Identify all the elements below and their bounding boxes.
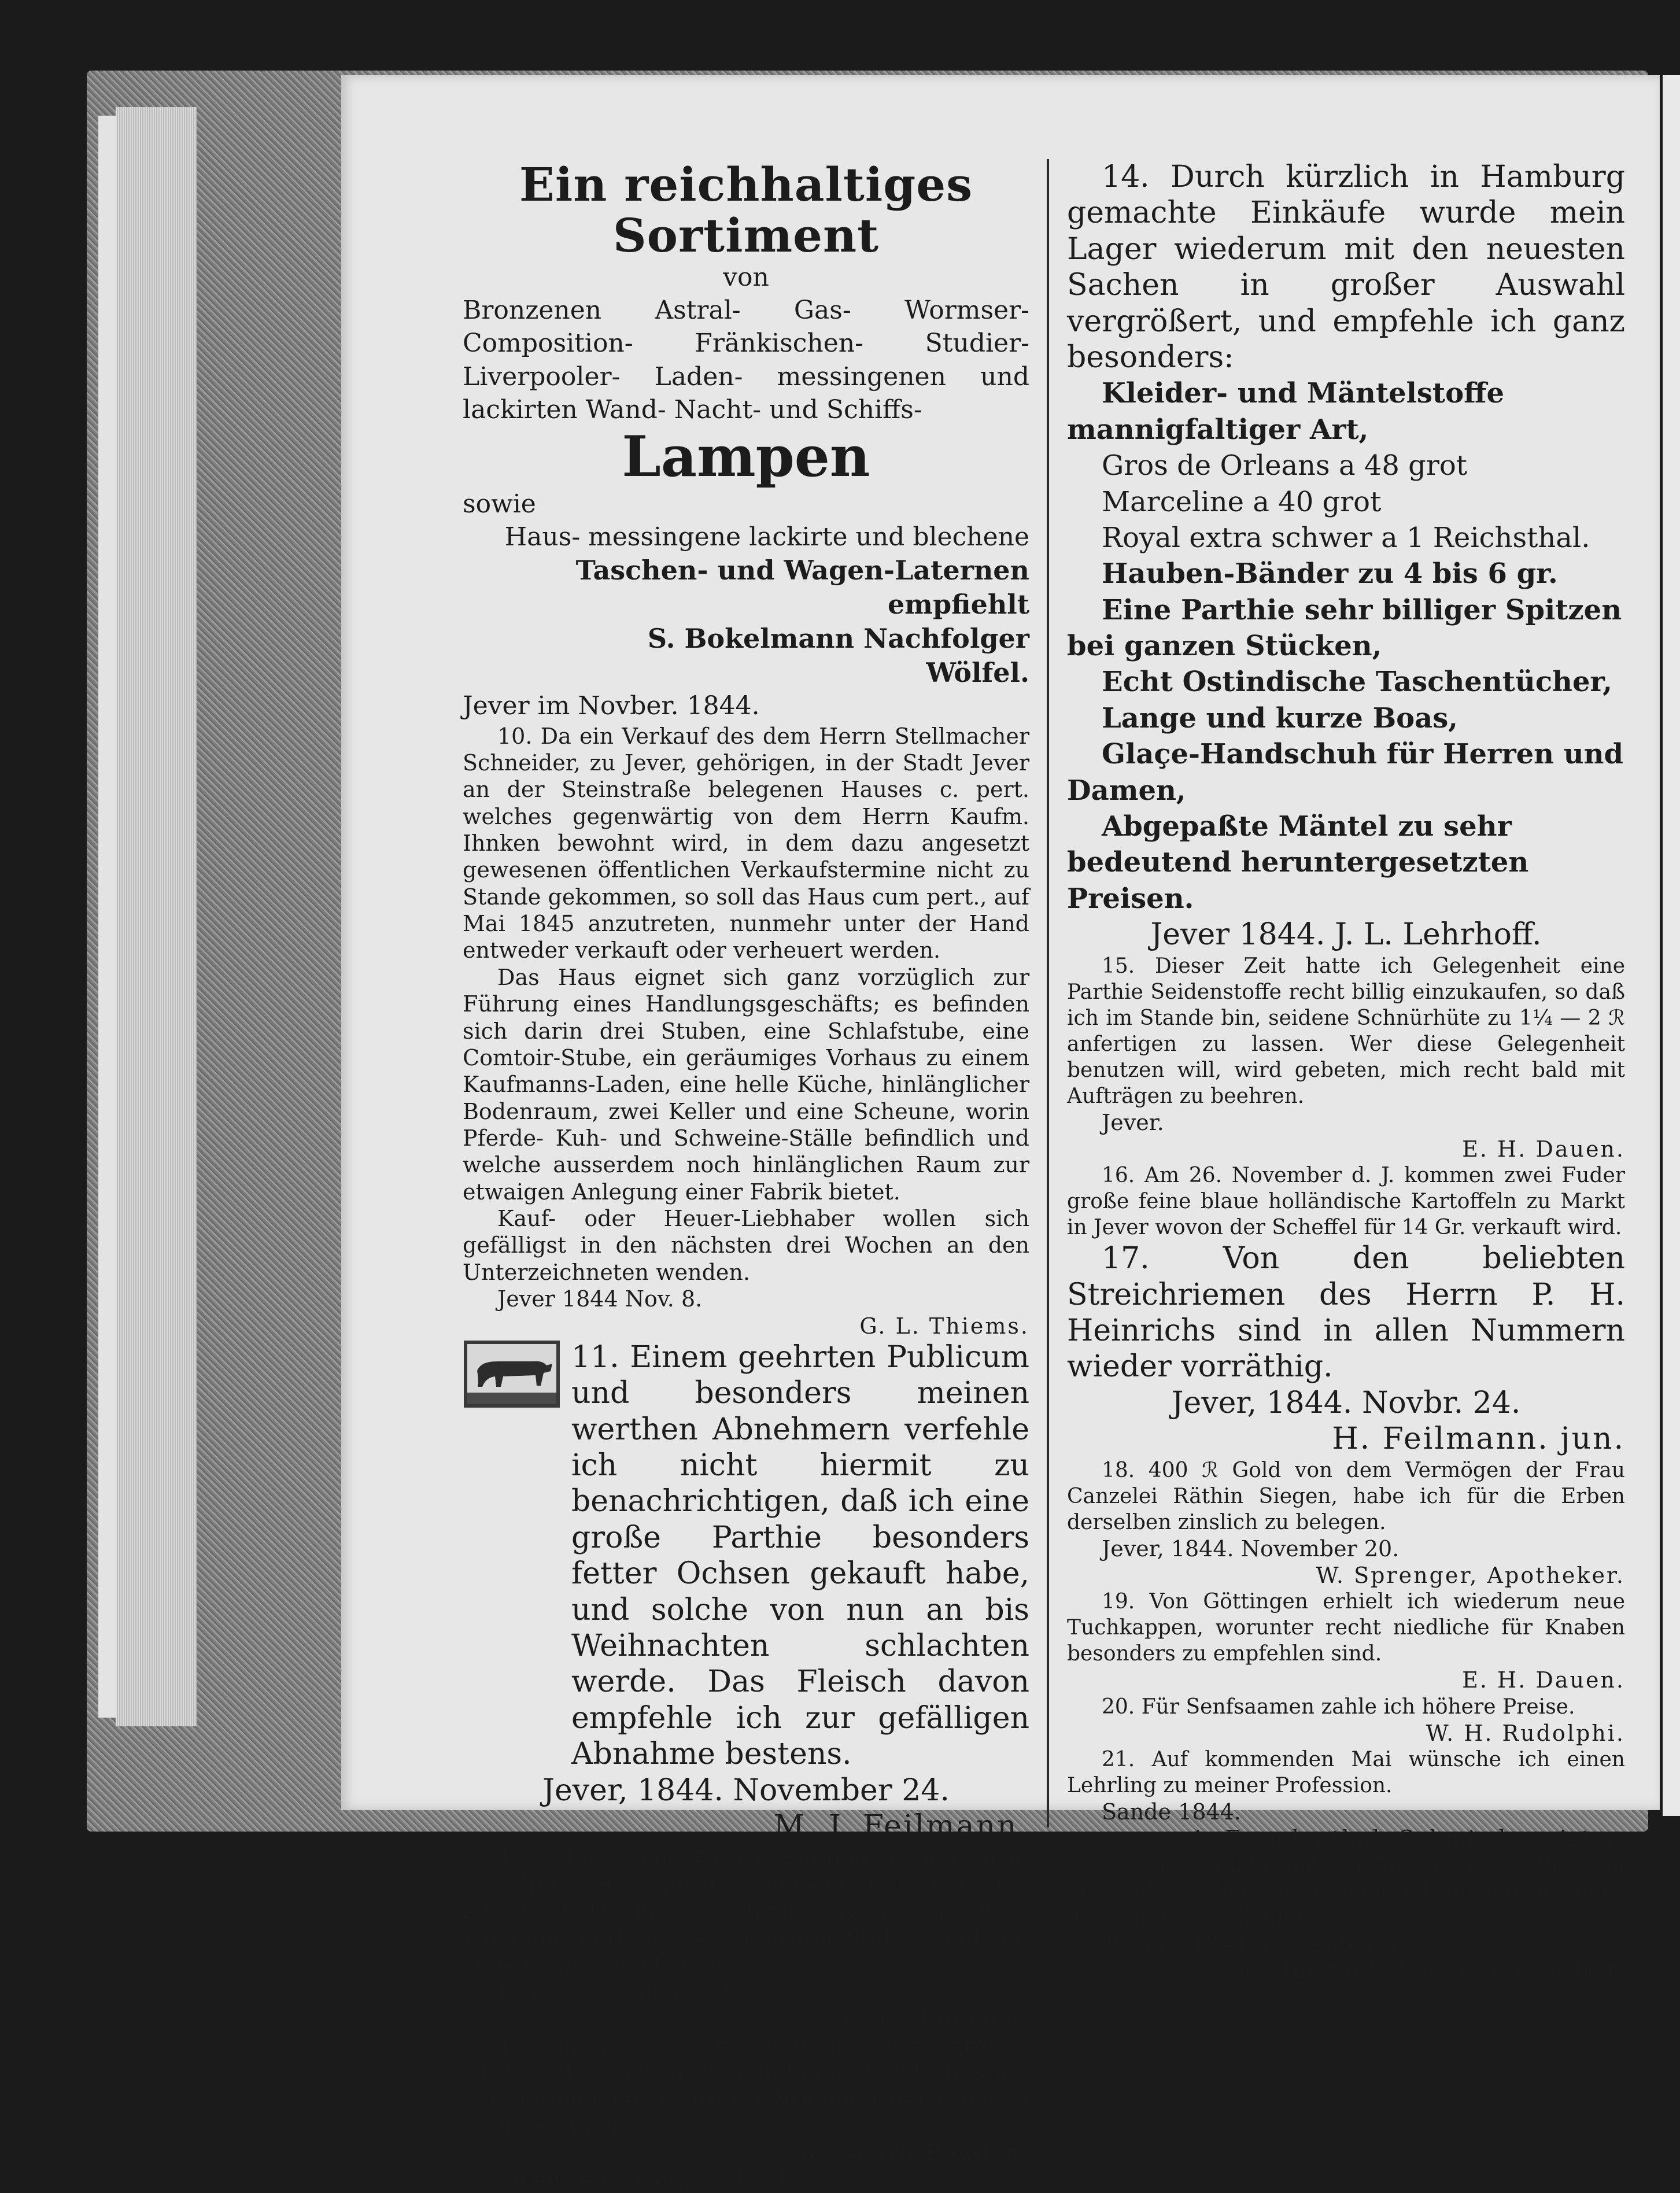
notice-17-date: Jever, 1844. Novbr. 24. [1171, 1385, 1521, 1420]
notice-19-signature: E. H. Dauen. [1462, 1667, 1625, 1693]
notice-18-signature: W. Sprenger, Apotheker. [1316, 1563, 1625, 1589]
notice-20-text: 20. Für Senfsaamen zahle ich höhere Preise. [1102, 1694, 1575, 1719]
notice-16-text: 16. Am 26. November d. J. kommen zwei Fuder große feine blaue holländische Kartoffeln zu Markt in Jever wovon der Scheffel für 14 Gr. verkauft wird. [1067, 1164, 1625, 1240]
notice-11-text: 11. Einem geehrten Publicum und besonders meinen werthen Abnehmern verfehle ich nicht hiermit zu benachrichtigen, daß ich eine große Parthie besonders fetter Ochsen gekauft habe, und solche von nun an bis Weihnachten schlachten werde. Das Fleisch davon empfehle ich zur gefälligen Abnahme bestens. [571, 1339, 1029, 1772]
lanterns-line-2: Taschen- und Wagen-Laternen empfiehlt [575, 554, 1029, 620]
notice-14-item-1: Kleider- und Mäntelstoffe mannigfaltiger Art, [1067, 377, 1505, 446]
notice-22-text: 22. Vier Gräber auf dem Tettenser Kirchhofe an der Südseite der Kirche habe ich in Auftrag unter der Hand zu verkaufen. [1067, 1853, 1625, 1929]
notice-11-date: Jever, 1844. November 24. [542, 1773, 950, 1808]
notice-10-p1: 10. Da ein Verkauf des dem Herrn Stellmacher Schneider, zu Jever, gehörigen, in der Stadt Jever an der Steinstraße belegenen Hauses c. pert. welches gegenwärtig von dem Herrn Kaufm. Ihnken bewohnt wird, in dem dazu angesetzt gewesenen öffentlichen Verkaufstermine nicht zu Stande gekommen, so soll das Haus cum pert., auf Mai 1845 anzutreten, nunmehr unter der Hand entweder verkauft oder verheuert werden. [463, 723, 1029, 963]
notice-14-item-7: Echt Ostindische Taschentücher, [1102, 666, 1612, 699]
notice-13-signature: Gastwirth Budden. [790, 2140, 1029, 2166]
notice-13-text: 13. Eine Landhäuslingsstelle mit einem großen Obst- und Gemüsegarten und plm. 9 Matten Land, hat auf ein oder mehrere Jahre unter der Hand zu verheuern der [463, 2032, 1029, 2139]
notice-10-signature: G. L. Thiems. [859, 1313, 1029, 1339]
ad-von: von [723, 263, 769, 292]
notice-22-signature: Rehmstedt, Rechnungssteller. [1243, 1958, 1625, 1984]
notice-12-text: 12. Mein vom Herrn Bünting gegenwärtig bewohntes Haus an der Schlachtstraße habe ich auf Mai 1845 unter der Hand zu verheuern. Diese Wohnung enthält die schönsten Stuben und hat viele Bequemlichkeiten. [463, 1845, 1029, 1978]
notice-12-signature: J. H. Mammen. [841, 2006, 1029, 2032]
notice-14-text: 14. Durch kürzlich in Hamburg gemachte Einkäufe wurde mein Lager wiederum mit den neuesten Sachen in großer Auswahl vergrößert, und empfehle ich ganz besonders: [1067, 160, 1625, 375]
left-column [463, 159, 1029, 2193]
notice-21-text: 21. Auf kommenden Mai wünsche ich einen Lehrling zu meiner Profession. [1067, 1748, 1625, 1798]
notice-12-date: Jever, November 1844. [497, 1979, 753, 2005]
lampen-heading: Lampen [622, 423, 870, 489]
notice-14-item-5: Hauben-Bänder zu 4 bis 6 gr. [1102, 558, 1558, 590]
notice-11-block [463, 1339, 1029, 1773]
sowie-text: sowie [463, 489, 536, 519]
seller-line-1: S. Bokelmann Nachfolger [647, 622, 1029, 654]
column-divider [1047, 159, 1049, 1828]
notice-10-p2: Das Haus eignet sich ganz vorzüglich zur Führung eines Handlungsgeschäfts; es befinden sich darin drei Stuben, eine Schlafstube, eine Comtoir-Stube, ein geräumiges Vorhaus zu einem Kaufmanns-Laden, eine helle Küche, hinlänglicher Bodenraum, zwei Keller und eine Scheune, worin Pferde- Kuh- und Schweine-Ställe befindlich und welche ausserdem noch hinlänglichen Raum zur etwaigen Anlegung einer Fabrik bietet. [463, 964, 1029, 1205]
notice-14-date-signature: Jever 1844. J. L. Lehrhoff. [1150, 917, 1542, 952]
notice-10-date: Jever 1844 Nov. 8. [497, 1286, 703, 1312]
notice-20-signature: W. H. Rudolphi. [1426, 1720, 1625, 1746]
notice-18-text: 18. 400 ℛ Gold von dem Vermögen der Frau Canzelei Räthin Siegen, habe ich für die Erben derselben zinslich zu belegen. [1067, 1458, 1625, 1534]
next-page-edge [1663, 75, 1680, 1816]
notice-14-item-8: Lange und kurze Boas, [1102, 702, 1459, 734]
notice-14-item-3: Marceline a 40 grot [1102, 485, 1382, 518]
notice-13-date: Sillenstede, Nov. 22. 1844. [497, 2166, 796, 2192]
notice-18-date: Jever, 1844. November 20. [1102, 1535, 1400, 1561]
notice-14-item-6: Eine Parthie sehr billiger Spitzen bei ganzen Stücken, [1067, 593, 1622, 663]
notice-21-signature: A. Freudenthal, Schmiedemeister. [1190, 1826, 1625, 1852]
page-edges [116, 107, 197, 1726]
lanterns-line-1: Haus- messingene lackirte und blechene [504, 522, 1029, 552]
seller-line-2: Wölfel. [926, 656, 1029, 688]
right-column [1067, 159, 1625, 1984]
notice-15-text: 15. Dieser Zeit hatte ich Gelegenheit eine Parthie Seidenstoffe recht billig einzukaufen, so daß ich im Stande bin, seidene Schnürhüte zu 1¼ — 2 ℛ anfertigen zu lassen. Wer diese Gelegenheit benutzen will, wird gebeten, mich recht bald mit Aufträgen zu beehren. [1067, 954, 1625, 1108]
notice-19-text: 19. Von Göttingen erhielt ich wiederum neue Tuchkappen, worunter recht niedliche für Knaben besonders zu empfehlen sind. [1067, 1590, 1625, 1666]
notice-15-signature: E. H. Dauen. [1462, 1136, 1625, 1162]
notice-11-signature: M. J. Feilmann. [773, 1808, 1029, 1844]
ad-title: Ein reichhaltiges Sortiment [519, 157, 973, 263]
notice-10-p3: Kauf- oder Heuer-Liebhaber wollen sich gefälligst in den nächsten drei Wochen an den Unterzeichneten wenden. [463, 1206, 1029, 1285]
lamps-description: Bronzenen Astral- Gas- Wormser- Composition- Fränkischen- Studier- Liverpooler- Laden- messingenen und lackirten Wand- Nacht- und Schiffs- [463, 296, 1029, 424]
notice-14-item-2: Gros de Orleans a 48 grot [1102, 449, 1468, 482]
notice-14-item-9: Glaçe-Handschuh für Herren und Damen, [1067, 738, 1624, 807]
ox-woodcut-icon [463, 1339, 561, 1409]
ad-9-date: Jever im Novber. 1844. [463, 691, 760, 721]
notice-21-date: Sande 1844. [1102, 1799, 1241, 1825]
notice-17-signature: H. Feilmann. jun. [1332, 1422, 1625, 1457]
notice-14-item-10: Abgepaßte Mäntel zu sehr bedeutend heruntergesetzten Preisen. [1067, 810, 1529, 915]
notice-22-date: Tettens 1844, November 5. [1102, 1930, 1405, 1956]
notice-14-item-4: Royal extra schwer a 1 Reichsthal. [1102, 521, 1590, 554]
notice-15-date: Jever. [1102, 1109, 1164, 1135]
notice-17-text: 17. Von den beliebten Streichriemen des Herrn P. H. Heinrichs sind in allen Nummern wieder vorräthig. [1067, 1241, 1625, 1385]
